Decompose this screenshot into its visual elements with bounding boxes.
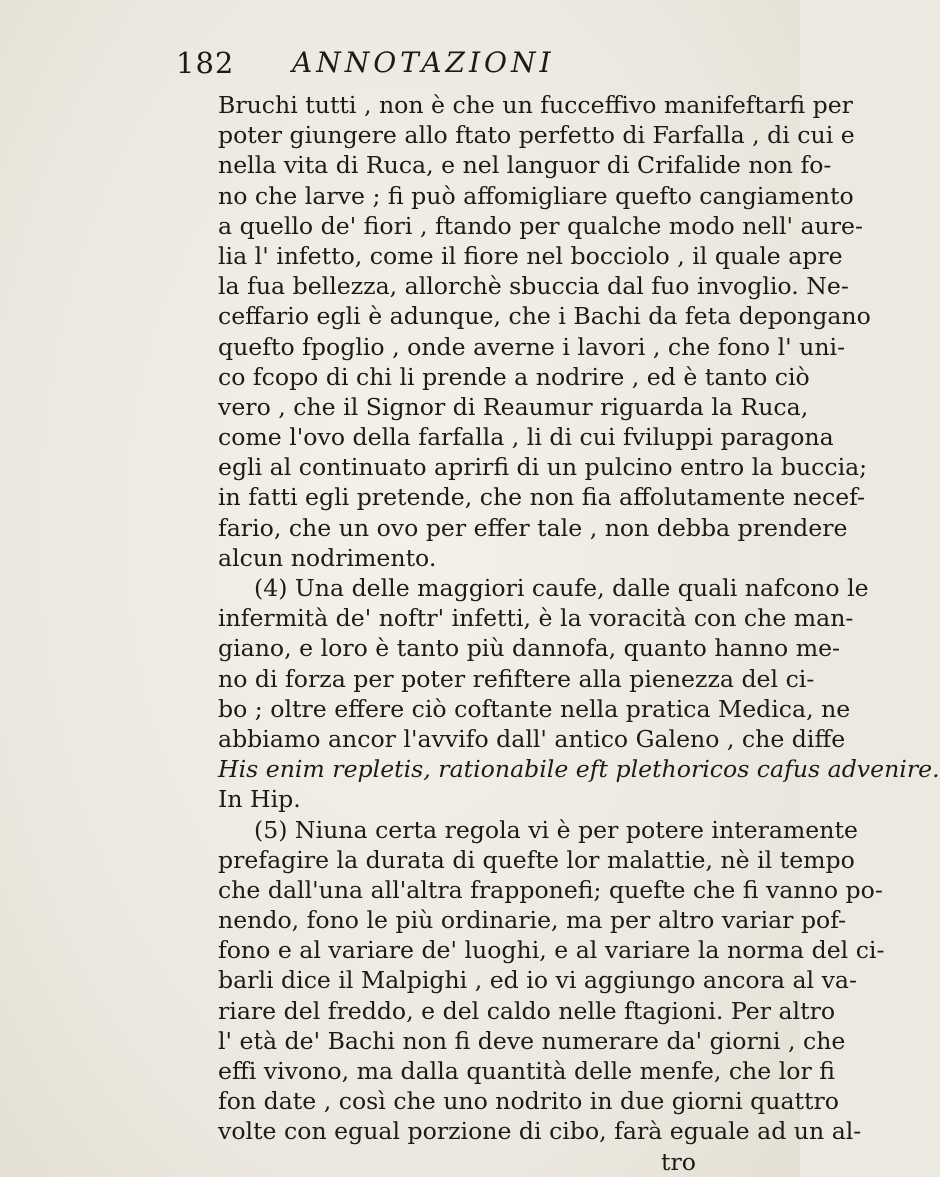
text-line: l' età de' Bachi non fi deve numerare da' giorni , che <box>218 1026 846 1055</box>
text-line: bo ; oltre effere ciò coftante nella pratica Medica, ne <box>218 694 851 723</box>
catchword: tro <box>661 1147 696 1176</box>
text-line: effi vivono, ma dalla quantità delle menfe, che lor fi <box>218 1057 835 1085</box>
text-line: nella vita di Ruca, e nel languor di Crifalide non fo- <box>218 151 832 180</box>
text-line: Bruchi tutti , non è che un fucceffivo manifeftarfi per <box>218 91 853 119</box>
footnote-4-start: (4) Una delle maggiori caufe, dalle quali nafcono le <box>254 574 869 602</box>
running-title: ANNOTAZIONI <box>292 46 555 79</box>
text-line: barli dice il Malpighi , ed io vi aggiungo ancora al va- <box>218 966 857 995</box>
text-line: poter giungere allo ftato perfetto di Farfalla , di cui e <box>218 121 855 150</box>
page-number: 182 <box>176 46 235 80</box>
text-line: giano, e loro è tanto più dannofa, quanto hanno me- <box>218 634 841 663</box>
latin-quotation <box>218 754 940 784</box>
text-line: ceffario egli è adunque, che i Bachi da feta depongano <box>218 302 871 331</box>
body-text <box>218 90 940 1177</box>
text-line: vero , che il Signor di Reaumur riguarda la Ruca, <box>218 392 809 421</box>
text-line: egli al continuato aprirfi di un pulcino entro la buccia; <box>218 453 868 482</box>
text-line: riare del freddo, e del caldo nelle ftagioni. Per altro <box>218 996 836 1025</box>
text-line: quefto fpoglio , onde averne i lavori , che fono l' uni- <box>218 332 846 361</box>
text-line: fon date , così che uno nodrito in due giorni quattro <box>218 1087 839 1116</box>
text-line: In Hip. <box>218 785 301 814</box>
text-line: abbiamo ancor l'avvifo dall' antico Galeno , che diffe <box>218 724 846 753</box>
text-line: lia l' infetto, come il fiore nel bocciolo , il quale apre <box>218 241 843 270</box>
text-line: co fcopo di chi li prende a nodrire , ed è tanto ciò <box>218 362 810 391</box>
text-line: fono e al variare de' luoghi, e al variare la norma del ci- <box>218 936 885 965</box>
text-line: a quello de' fiori , ftando per qualche modo nell' aure- <box>218 211 863 240</box>
text-line: no che larve ; fi può affomigliare quefto cangiamento <box>218 181 854 210</box>
text-line: fario, che un ovo per effer tale , non debba prendere <box>218 513 848 542</box>
text-line: volte con egual porzione di cibo, farà eguale ad un al- <box>218 1117 862 1146</box>
text-line: nendo, fono le più ordinarie, ma per altro variar pof- <box>218 906 847 935</box>
text-line: in fatti egli pretende, che non fia affolutamente necef- <box>218 483 866 512</box>
text-line: no di forza per poter refiftere alla pienezza del ci- <box>218 664 815 693</box>
text-line: come l'ovo della farfalla , li di cui fviluppi paragona <box>218 423 834 452</box>
text-line: alcun nodrimento. <box>218 543 437 572</box>
text-line: la fua bellezza, allorchè sbuccia dal fuo invoglio. Ne- <box>218 272 849 301</box>
text-line: prefagire la durata di quefte lor malattie, nè il tempo <box>218 845 855 874</box>
footnote-5-start: (5) Niuna certa regola vi è per potere interamente <box>254 815 858 844</box>
latin-quotation-text: His enim repletis, rationabile eft plethoricos cafus advenire. <box>218 755 940 784</box>
text-line: che dall'una all'altra frapponefi; quefte che fi vanno po- <box>218 875 883 904</box>
text-line: infermità de' noftr' infetti, è la voracità con che man- <box>218 604 854 633</box>
